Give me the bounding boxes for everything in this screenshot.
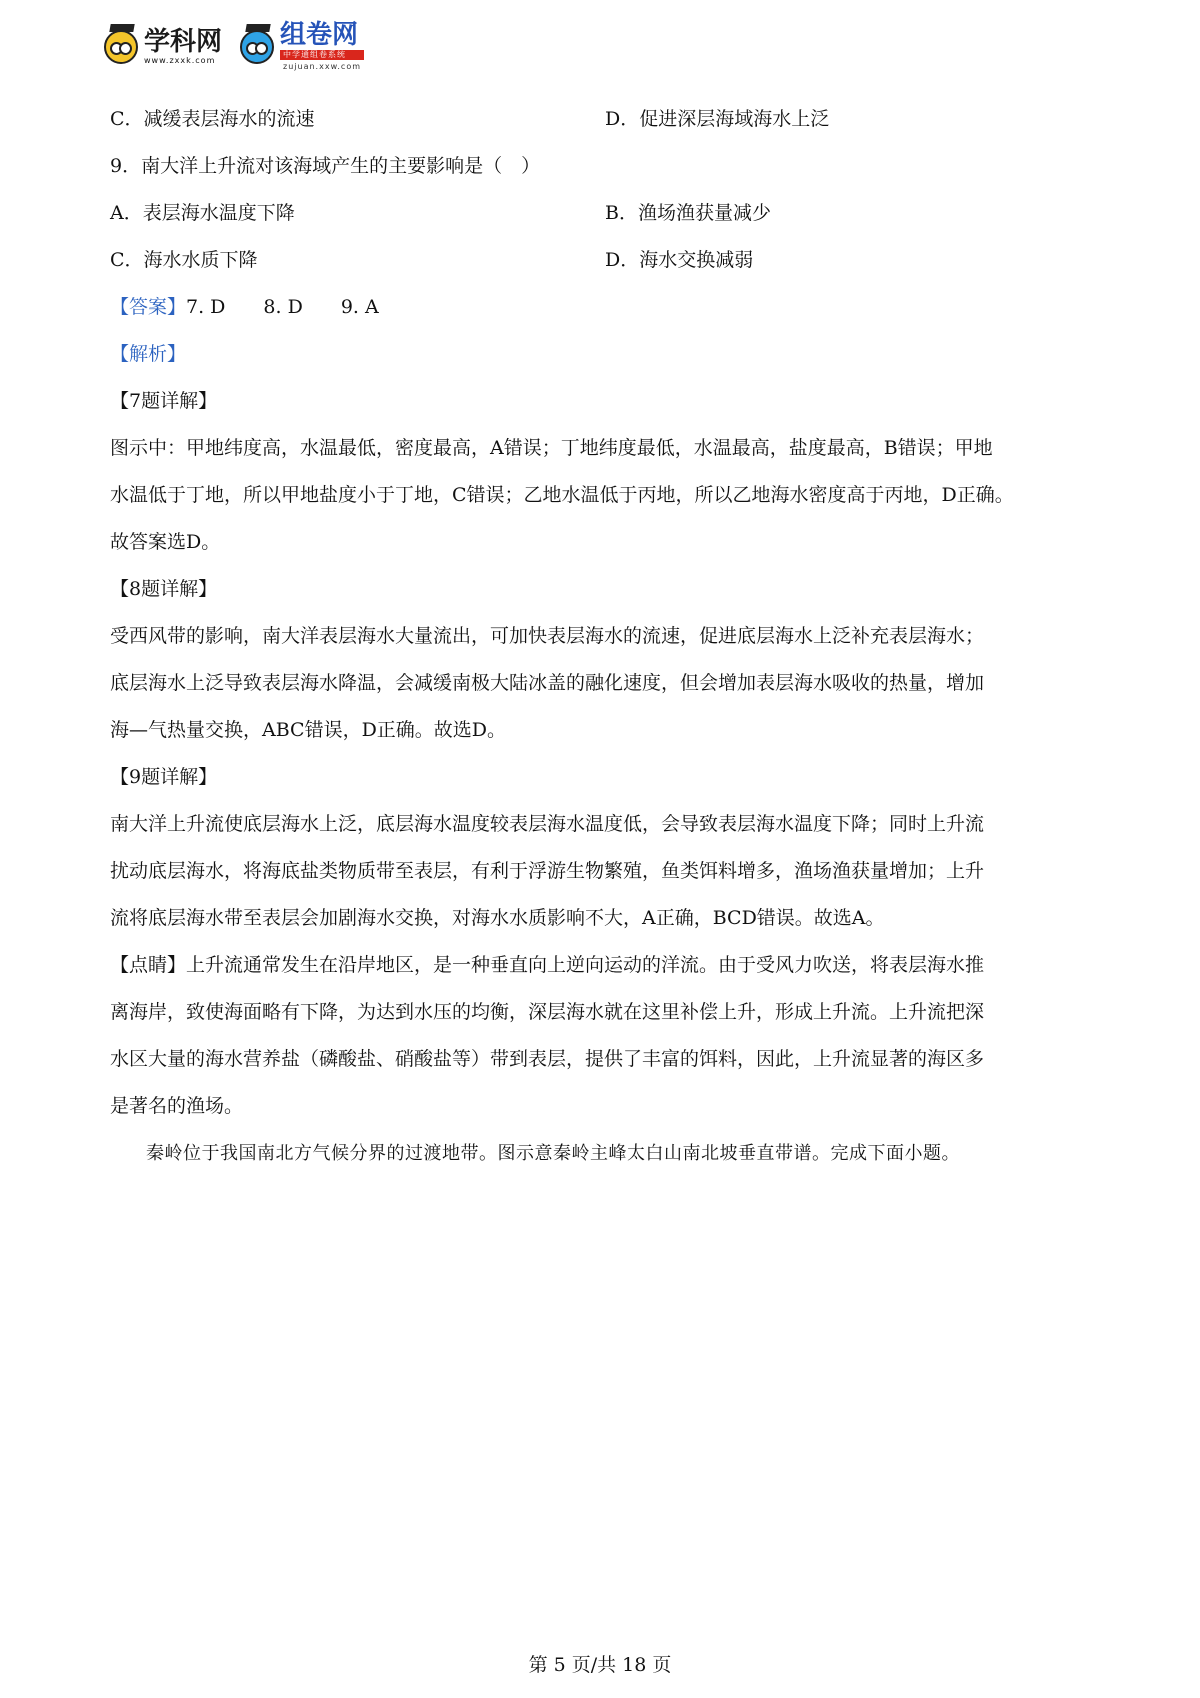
- q9-option-b: B．渔场渔获量减少: [605, 202, 771, 224]
- page-content: [110, 96, 1100, 1177]
- q8-option-c: C．减缓表层海水的流速: [110, 108, 315, 130]
- logo2-tag: 中学通组卷系统: [280, 50, 364, 60]
- q8-detail-line: 受西风带的影响，南大洋表层海水大量流出，可加快表层海水的流速，促进底层海水上泛补充表层海水；: [110, 625, 985, 647]
- q7-detail-title: 【7题详解】: [110, 390, 218, 412]
- tip-label: 【点睛】: [110, 954, 187, 976]
- q7-detail-line: 图示中：甲地纬度高，水温最低，密度最高，A错误；丁地纬度最低，水温最高，盐度最高，B错误；甲地: [110, 437, 993, 459]
- tip-line: 离海岸，致使海面略有下降，为达到水压的均衡，深层海水就在这里补偿上升，形成上升流。上升流把深: [110, 1001, 985, 1023]
- tip-text: 上升流通常发生在沿岸地区，是一种垂直向上逆向运动的洋流。由于受风力吹送，将表层海水推: [186, 954, 985, 976]
- analysis-label: 【解析】: [110, 343, 187, 365]
- q9-detail-line: 扰动底层海水，将海底盐类物质带至表层，有利于浮游生物繁殖，鱼类饵料增多，渔场渔获量增加；上升: [110, 860, 985, 882]
- zujuanwang-logo: [240, 22, 364, 72]
- q7-detail-line: 水温低于丁地，所以甲地盐度小于丁地，C错误；乙地水温低于丙地，所以乙地海水密度高于丙地，D正确。: [110, 484, 1014, 506]
- q8-detail-line: 底层海水上泛导致表层海水降温，会减缓南极大陆冰盖的融化速度，但会增加表层海水吸收的热量，增加: [110, 672, 985, 694]
- tip-line: 是著名的渔场。: [110, 1095, 244, 1117]
- logo1-url: www.zxxk.com: [144, 56, 216, 65]
- mascot-icon: [240, 30, 274, 64]
- header-logos: [104, 22, 364, 72]
- q9-option-d: D．海水交换减弱: [605, 249, 754, 271]
- q9-detail-title: 【9题详解】: [110, 766, 218, 788]
- mascot-icon: [104, 30, 138, 64]
- q9-options-row-1: [110, 190, 1100, 237]
- q9-option-a: A．表层海水温度下降: [110, 202, 295, 224]
- next-question-intro: 秦岭位于我国南北方气候分界的过渡地带。图示意秦岭主峰太白山南北坡垂直带谱。完成下面小题。: [146, 1143, 960, 1164]
- logo1-name: 学科网: [144, 27, 223, 57]
- q9-options-row-2: [110, 237, 1100, 284]
- q9-option-c: C．海水水质下降: [110, 249, 258, 271]
- q8-detail-line: 海—气热量交换，ABC错误，D正确。故选D。: [110, 719, 507, 741]
- q9-detail-line: 南大洋上升流使底层海水上泛，底层海水温度较表层海水温度低，会导致表层海水温度下降；同时上升流: [110, 813, 985, 835]
- tip-line: 水区大量的海水营养盐（磷酸盐、硝酸盐等）带到表层，提供了丰富的饵料，因此，上升流显著的海区多: [110, 1048, 985, 1070]
- logo2-url: zujuan.xxw.com: [283, 62, 361, 71]
- q8-option-d: D．促进深层海域海水上泛: [605, 108, 830, 130]
- q9-stem: 9．南大洋上升流对该海域产生的主要影响是（ ）: [110, 155, 541, 177]
- answer-line: [110, 284, 1100, 331]
- q7-detail-line: 故答案选D。: [110, 531, 221, 553]
- xuekewang-logo: [104, 29, 222, 65]
- q8-detail-title: 【8题详解】: [110, 578, 218, 600]
- answer-label: 【答案】: [110, 296, 187, 318]
- tip-line: [110, 942, 1100, 989]
- answer-text: 7. D 8. D 9. A: [186, 296, 379, 318]
- logo2-name: 组卷网: [280, 20, 359, 50]
- page-number: 第 5 页/共 18 页: [528, 1654, 672, 1676]
- q8-options-row: [110, 96, 1100, 143]
- q9-detail-line: 流将底层海水带至表层会加剧海水交换，对海水水质影响不大，A正确，BCD错误。故选A。: [110, 907, 885, 929]
